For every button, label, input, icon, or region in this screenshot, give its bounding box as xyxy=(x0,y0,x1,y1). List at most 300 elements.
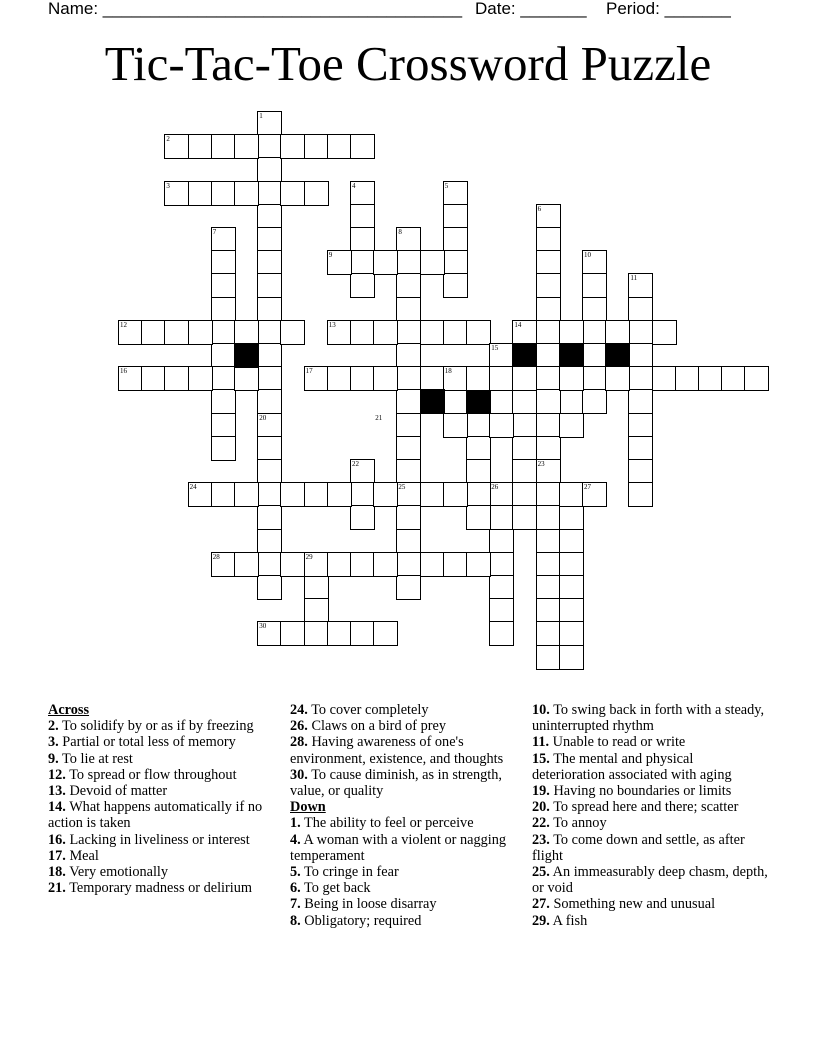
crossword-cell[interactable] xyxy=(304,575,329,600)
crossword-cell[interactable] xyxy=(512,413,537,438)
crossword-cell[interactable] xyxy=(234,181,259,206)
clue-item xyxy=(48,864,280,880)
clue-text: To swing back in forth with a steady, uninterrupted rhythm xyxy=(532,702,765,735)
crossword-cell[interactable] xyxy=(489,505,514,530)
clues-column-3 xyxy=(532,702,768,929)
crossword-cell[interactable] xyxy=(396,575,421,600)
clue-text: An immeasurably deep chasm, depth, or void xyxy=(532,864,768,897)
clue-number-label: 20. xyxy=(532,799,550,816)
clue-item xyxy=(290,880,510,896)
crossword-cell[interactable] xyxy=(188,320,213,345)
crossword-cell[interactable] xyxy=(582,343,607,368)
crossword-cell[interactable] xyxy=(257,389,282,414)
crossword-cell[interactable] xyxy=(466,413,491,438)
crossword-cell[interactable] xyxy=(350,552,375,577)
crossword-cell[interactable] xyxy=(304,482,329,507)
crossword-cell[interactable] xyxy=(536,227,561,252)
clue-text: Very emotionally xyxy=(65,864,169,881)
crossword-black-square xyxy=(466,389,491,414)
crossword-cell[interactable] xyxy=(257,181,282,206)
crossword-cell[interactable] xyxy=(536,482,561,507)
crossword-cell[interactable] xyxy=(512,389,537,414)
crossword-cell[interactable] xyxy=(257,436,282,461)
crossword-cell[interactable] xyxy=(373,250,398,275)
clue-text: Lacking in liveliness or interest xyxy=(65,831,250,848)
crossword-cell[interactable] xyxy=(211,181,236,206)
clue-number-label: 9. xyxy=(48,750,59,767)
crossword-cell[interactable] xyxy=(536,505,561,530)
crossword-cell[interactable] xyxy=(304,134,329,159)
crossword-cell[interactable] xyxy=(536,436,561,461)
crossword-cell[interactable] xyxy=(559,505,584,530)
crossword-cell[interactable] xyxy=(257,134,282,159)
crossword-cell[interactable] xyxy=(257,575,282,600)
crossword-cell[interactable] xyxy=(396,505,421,530)
crossword-cell[interactable] xyxy=(211,413,236,438)
crossword-cell[interactable] xyxy=(211,366,236,391)
clue-item xyxy=(290,734,510,766)
crossword-cell[interactable] xyxy=(211,297,236,322)
crossword-cell[interactable] xyxy=(257,552,282,577)
clue-item xyxy=(532,815,768,831)
crossword-cell[interactable] xyxy=(489,413,514,438)
period-field[interactable]: Period: _______ xyxy=(606,0,731,18)
clue-number-label: 28. xyxy=(290,734,308,751)
crossword-cell[interactable] xyxy=(466,320,491,345)
clue-item xyxy=(532,832,768,864)
crossword-cell[interactable] xyxy=(257,366,282,391)
clue-number-label: 23. xyxy=(532,831,550,848)
crossword-cell[interactable] xyxy=(257,343,282,368)
clue-number-label: 14. xyxy=(48,799,66,816)
crossword-cell[interactable] xyxy=(652,366,677,391)
clue-number: 11 xyxy=(630,274,638,283)
crossword-cell[interactable] xyxy=(559,529,584,554)
crossword-cell[interactable] xyxy=(559,598,584,623)
crossword-cell[interactable] xyxy=(350,482,375,507)
clue-item xyxy=(48,751,280,767)
crossword-cell[interactable] xyxy=(582,366,607,391)
clue-number: 20 xyxy=(259,413,267,422)
clue-text: Meal xyxy=(65,847,99,864)
crossword-cell[interactable] xyxy=(141,320,166,345)
crossword-cell[interactable] xyxy=(188,134,213,159)
clue-item xyxy=(48,783,280,799)
crossword-cell[interactable] xyxy=(396,250,421,275)
crossword-cell[interactable] xyxy=(396,389,421,414)
clue-number-label: 4. xyxy=(290,831,301,848)
clue-text: Temporary madness or delirium xyxy=(65,880,253,897)
crossword-cell[interactable] xyxy=(536,366,561,391)
crossword-cell[interactable] xyxy=(257,250,282,275)
crossword-cell[interactable] xyxy=(257,204,282,229)
crossword-cell[interactable] xyxy=(280,482,305,507)
crossword-cell[interactable] xyxy=(559,575,584,600)
crossword-cell[interactable] xyxy=(396,459,421,484)
clue-text: To cover completely xyxy=(307,702,429,718)
crossword-cell[interactable] xyxy=(628,482,653,507)
clue-number-label: 3. xyxy=(48,734,59,751)
crossword-cell[interactable] xyxy=(211,343,236,368)
crossword-cell[interactable] xyxy=(466,505,491,530)
crossword-cell[interactable] xyxy=(280,552,305,577)
crossword-cell[interactable] xyxy=(211,320,236,345)
crossword-cell[interactable] xyxy=(350,250,375,275)
crossword-cell[interactable] xyxy=(466,552,491,577)
clue-item xyxy=(290,913,510,929)
crossword-cell[interactable] xyxy=(559,482,584,507)
name-field[interactable]: Name: ______________________________________ xyxy=(48,0,463,18)
crossword-cell[interactable] xyxy=(628,320,653,345)
crossword-cell[interactable] xyxy=(188,366,213,391)
clue-number: 7 xyxy=(212,228,217,236)
clue-number: 24 xyxy=(189,483,197,492)
crossword-cell[interactable] xyxy=(257,320,282,345)
clue-number-label: 17. xyxy=(48,847,66,864)
crossword-cell[interactable] xyxy=(396,273,421,298)
crossword-cell[interactable] xyxy=(141,366,166,391)
clue-text: A fish xyxy=(549,912,588,929)
crossword-cell[interactable] xyxy=(350,227,375,252)
clues-column-2 xyxy=(290,702,510,929)
clue-number-label: 2. xyxy=(48,718,59,735)
clue-text: Partial or total less of memory xyxy=(58,734,236,751)
crossword-cell[interactable] xyxy=(605,320,630,345)
crossword-cell[interactable] xyxy=(350,204,375,229)
clue-number: 2 xyxy=(166,135,170,144)
clue-text: What happens automatically if no action is taken xyxy=(48,799,263,832)
clue-number-label: 16. xyxy=(48,831,66,848)
crossword-cell[interactable] xyxy=(536,529,561,554)
clue-text: The mental and physical deterioration associated with aging xyxy=(532,750,732,783)
crossword-cell[interactable] xyxy=(396,366,421,391)
crossword-cell[interactable] xyxy=(489,621,514,646)
clue-text: To cause diminish, as in strength, value, or quality xyxy=(290,766,502,800)
clue-number: 14 xyxy=(514,320,522,329)
crossword-cell[interactable] xyxy=(744,366,769,391)
crossword-cell[interactable] xyxy=(536,343,561,368)
clue-text: Obligatory; required xyxy=(300,912,422,929)
clue-number-label: 26. xyxy=(290,718,308,735)
crossword-black-square xyxy=(234,343,259,368)
crossword-cell[interactable] xyxy=(489,575,514,600)
clue-number: 18 xyxy=(444,367,452,376)
clue-number-label: 8. xyxy=(290,912,301,929)
crossword-cell[interactable] xyxy=(628,389,653,414)
crossword-cell[interactable] xyxy=(396,297,421,322)
crossword-cell[interactable] xyxy=(536,645,561,670)
crossword-cell[interactable] xyxy=(396,529,421,554)
crossword-cell[interactable] xyxy=(536,320,561,345)
crossword-cell[interactable] xyxy=(350,505,375,530)
clue-number: 6 xyxy=(537,204,542,213)
crossword-cell[interactable] xyxy=(280,181,305,206)
crossword-cell[interactable] xyxy=(304,621,329,646)
crossword-cell[interactable] xyxy=(396,436,421,461)
crossword-cell[interactable] xyxy=(628,366,653,391)
crossword-cell[interactable] xyxy=(211,250,236,275)
clue-text: Being in loose disarray xyxy=(300,896,437,913)
clue-text: Having no boundaries or limits xyxy=(549,783,732,800)
clue-number: 4 xyxy=(352,181,356,190)
crossword-cell[interactable] xyxy=(327,552,352,577)
crossword-black-square xyxy=(559,343,584,368)
crossword-cell[interactable] xyxy=(280,320,305,345)
crossword-cell[interactable] xyxy=(536,389,561,414)
crossword-cell[interactable] xyxy=(211,436,236,461)
crossword-cell[interactable] xyxy=(373,366,398,391)
crossword-cell[interactable] xyxy=(327,482,352,507)
clue-text: To spread or flow throughout xyxy=(65,766,237,783)
clue-item xyxy=(290,767,510,799)
crossword-cell[interactable] xyxy=(582,297,607,322)
crossword-cell[interactable] xyxy=(443,320,468,345)
crossword-cell[interactable] xyxy=(582,320,607,345)
clue-number: 25 xyxy=(398,483,406,492)
crossword-cell[interactable] xyxy=(582,273,607,298)
crossword-cell[interactable] xyxy=(188,181,213,206)
crossword-cell[interactable] xyxy=(420,250,445,275)
crossword-cell[interactable] xyxy=(420,320,445,345)
crossword-cell[interactable] xyxy=(628,297,653,322)
crossword-cell[interactable] xyxy=(559,552,584,577)
crossword-cell[interactable] xyxy=(536,575,561,600)
crossword-cell[interactable] xyxy=(559,645,584,670)
clue-text: Unable to read or write xyxy=(549,734,686,751)
clue-number-label: 1. xyxy=(290,815,301,832)
clue-number: 29 xyxy=(305,552,313,561)
crossword-cell[interactable] xyxy=(443,482,468,507)
clue-item xyxy=(532,783,768,799)
clue-text: To cringe in fear xyxy=(300,864,399,881)
clue-number-label: 22. xyxy=(532,815,550,832)
clue-number-label: 27. xyxy=(532,896,550,913)
clue-number-label: 5. xyxy=(290,864,301,881)
clue-number: 23 xyxy=(537,460,545,468)
clues-column-1 xyxy=(48,702,280,896)
crossword-cell[interactable] xyxy=(466,459,491,484)
clue-number: 12 xyxy=(120,320,127,329)
crossword-cell[interactable] xyxy=(280,134,305,159)
clue-number: 28 xyxy=(212,552,220,561)
crossword-cell[interactable] xyxy=(304,598,329,623)
crossword-cell[interactable] xyxy=(257,505,282,530)
crossword-cell[interactable] xyxy=(257,482,282,507)
crossword-cell[interactable] xyxy=(466,482,491,507)
clue-text: To come down and settle, as after flight xyxy=(532,831,745,864)
crossword-cell[interactable] xyxy=(559,320,584,345)
crossword-cell[interactable] xyxy=(489,552,514,577)
crossword-cell[interactable] xyxy=(512,505,537,530)
crossword-cell[interactable] xyxy=(164,320,189,345)
clue-text: Claws on a bird of prey xyxy=(307,718,447,735)
crossword-cell[interactable] xyxy=(350,273,375,298)
clue-number-label: 21. xyxy=(48,880,66,897)
clue-item xyxy=(290,896,510,912)
clue-text: Something new and unusual xyxy=(549,896,716,913)
crossword-cell[interactable] xyxy=(536,598,561,623)
clue-number: 13 xyxy=(328,320,336,329)
crossword-cell[interactable] xyxy=(211,389,236,414)
crossword-cell[interactable] xyxy=(350,134,375,159)
clue-number: 5 xyxy=(444,181,449,190)
crossword-cell[interactable] xyxy=(536,297,561,322)
crossword-cell[interactable] xyxy=(257,529,282,554)
crossword-cell[interactable] xyxy=(304,181,329,206)
crossword-cell[interactable] xyxy=(396,413,421,438)
crossword-cell[interactable] xyxy=(628,413,653,438)
clue-text: To annoy xyxy=(549,815,607,832)
crossword-cell[interactable] xyxy=(234,482,259,507)
crossword-cell[interactable] xyxy=(536,273,561,298)
crossword-cell[interactable] xyxy=(466,366,491,391)
crossword-cell[interactable] xyxy=(350,320,375,345)
clue-number-label: 10. xyxy=(532,702,550,718)
crossword-cell[interactable] xyxy=(257,297,282,322)
clue-number: 30 xyxy=(259,622,267,631)
clue-number: 8 xyxy=(398,228,402,236)
crossword-cell[interactable] xyxy=(373,320,398,345)
crossword-cell[interactable] xyxy=(559,621,584,646)
crossword-cell[interactable] xyxy=(652,320,677,345)
crossword-cell[interactable] xyxy=(512,459,537,484)
clue-number-label: 29. xyxy=(532,912,550,929)
crossword-cell[interactable] xyxy=(211,273,236,298)
crossword-cell[interactable] xyxy=(582,389,607,414)
clue-item xyxy=(290,702,510,718)
crossword-cell[interactable] xyxy=(512,436,537,461)
crossword-cell[interactable] xyxy=(396,343,421,368)
crossword-cell[interactable] xyxy=(420,552,445,577)
clue-text: A woman with a violent or nagging temperament xyxy=(290,831,507,864)
crossword-cell[interactable] xyxy=(559,413,584,438)
crossword-cell[interactable] xyxy=(327,366,352,391)
crossword-cell[interactable] xyxy=(327,134,352,159)
crossword-cell[interactable] xyxy=(350,366,375,391)
clue-text: To get back xyxy=(300,880,371,897)
crossword-cell[interactable] xyxy=(257,157,282,182)
clue-number: 3 xyxy=(166,181,170,190)
clue-number: 22 xyxy=(352,460,359,468)
crossword-cell[interactable] xyxy=(373,482,398,507)
clue-item xyxy=(290,815,510,831)
crossword-cell[interactable] xyxy=(396,552,421,577)
clue-item xyxy=(532,864,768,896)
crossword-cell[interactable] xyxy=(280,621,305,646)
clue-item xyxy=(290,864,510,880)
clue-number: 10 xyxy=(584,251,591,260)
clue-number: 27 xyxy=(584,483,591,492)
crossword-cell[interactable] xyxy=(211,482,236,507)
crossword-cell[interactable] xyxy=(489,529,514,554)
clue-text: Devoid of matter xyxy=(65,783,168,800)
clue-number: 26 xyxy=(491,483,499,492)
clue-item xyxy=(48,832,280,848)
crossword-black-square xyxy=(605,343,630,368)
clue-text: To solidify by or as if by freezing xyxy=(58,718,254,735)
clue-item xyxy=(532,702,768,734)
crossword-cell[interactable] xyxy=(257,227,282,252)
crossword-cell[interactable] xyxy=(443,204,468,229)
clue-item xyxy=(532,751,768,783)
crossword-cell[interactable] xyxy=(234,552,259,577)
crossword-cell[interactable] xyxy=(698,366,723,391)
crossword-cell[interactable] xyxy=(327,621,352,646)
clue-number-label: 7. xyxy=(290,896,301,913)
clue-number: 15 xyxy=(491,344,499,352)
clue-number: 16 xyxy=(120,367,127,376)
crossword-cell[interactable] xyxy=(443,250,468,275)
crossword-cell[interactable] xyxy=(628,436,653,461)
clue-number-label: 24. xyxy=(290,702,308,718)
crossword-cell[interactable] xyxy=(443,227,468,252)
crossword-cell[interactable] xyxy=(420,366,445,391)
clue-number: 9 xyxy=(328,251,333,260)
crossword-cell[interactable] xyxy=(628,459,653,484)
crossword-cell[interactable] xyxy=(234,134,259,159)
crossword-cell[interactable] xyxy=(605,366,630,391)
crossword-cell[interactable] xyxy=(536,250,561,275)
crossword-cell[interactable] xyxy=(628,343,653,368)
crossword-cell[interactable] xyxy=(420,482,445,507)
crossword-cell[interactable] xyxy=(257,459,282,484)
crossword-cell[interactable] xyxy=(211,134,236,159)
clue-number-label: 13. xyxy=(48,783,66,800)
crossword-cell[interactable] xyxy=(443,273,468,298)
clue-item xyxy=(532,799,768,815)
clue-text: Having awareness of one's environment, existence, and thoughts xyxy=(290,734,504,767)
clue-item xyxy=(532,896,768,912)
clue-text: To lie at rest xyxy=(58,750,133,767)
crossword-cell[interactable] xyxy=(466,436,491,461)
clue-number: 17 xyxy=(305,367,313,376)
crossword-cell[interactable] xyxy=(536,413,561,438)
clue-number-label: 18. xyxy=(48,864,66,881)
date-field[interactable]: Date: _______ xyxy=(475,0,587,18)
clue-number: 1 xyxy=(259,112,263,120)
crossword-cell[interactable] xyxy=(373,552,398,577)
clue-item xyxy=(48,718,280,734)
crossword-cell[interactable] xyxy=(257,273,282,298)
crossword-cell[interactable] xyxy=(373,621,398,646)
crossword-cell[interactable] xyxy=(512,482,537,507)
clue-item xyxy=(48,848,280,864)
crossword-cell[interactable] xyxy=(536,621,561,646)
clue-number-label: 12. xyxy=(48,766,66,783)
crossword-cell[interactable] xyxy=(443,552,468,577)
crossword-cell[interactable] xyxy=(443,413,468,438)
crossword-cell[interactable] xyxy=(536,552,561,577)
crossword-cell[interactable] xyxy=(721,366,746,391)
crossword-cell[interactable] xyxy=(234,320,259,345)
crossword-cell[interactable] xyxy=(675,366,700,391)
crossword-cell[interactable] xyxy=(489,598,514,623)
clue-item xyxy=(290,718,510,734)
crossword-cell[interactable] xyxy=(489,366,514,391)
crossword-cell[interactable] xyxy=(512,366,537,391)
crossword-cell[interactable] xyxy=(234,366,259,391)
crossword-cell[interactable] xyxy=(350,621,375,646)
clue-text: The ability to feel or perceive xyxy=(300,815,474,832)
clue-item xyxy=(48,880,280,896)
clue-number-label: 6. xyxy=(290,880,301,897)
clue-item xyxy=(532,913,768,929)
crossword-cell[interactable] xyxy=(396,320,421,345)
crossword-black-square xyxy=(512,343,537,368)
crossword-cell[interactable] xyxy=(559,366,584,391)
clue-number-label: 15. xyxy=(532,750,550,767)
crossword-cell[interactable] xyxy=(164,366,189,391)
